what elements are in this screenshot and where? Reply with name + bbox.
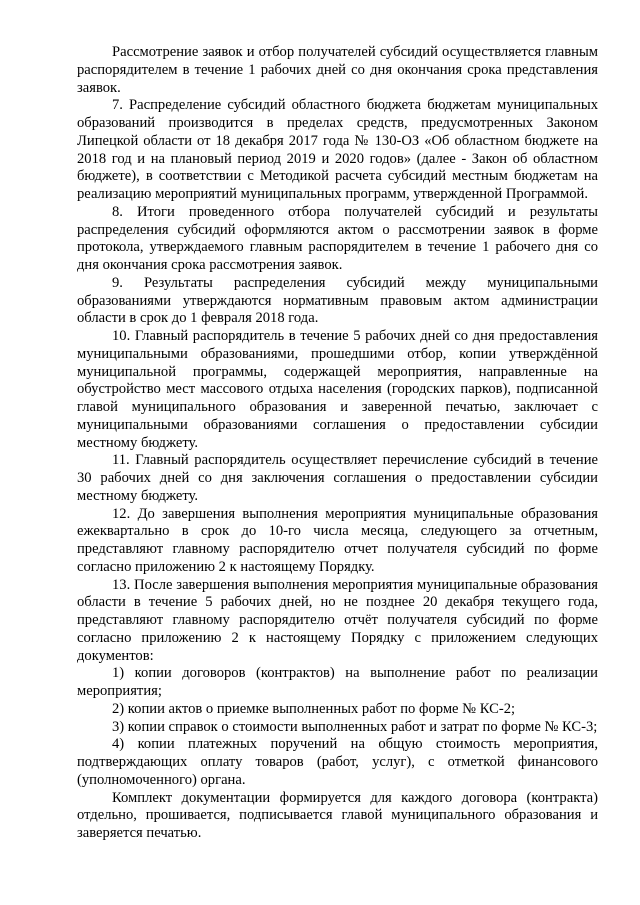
list-item-1-contracts: 1) копии договоров (контрактов) на выполнение работ по реализации мероприятия; <box>77 665 598 699</box>
paragraph-11-transfer: 11. Главный распорядитель осуществляет перечисление субсидий в течение 30 рабочих дней со дня заключения соглашения о предоставлении субсидии местному бюджету. <box>77 452 598 504</box>
document-body <box>77 44 598 843</box>
list-item-4-payment-orders: 4) копии платежных поручений на общую стоимость мероприятия, подтверждающих оплату товаров (работ, услуг), с отметкой финансового (уполномоченного) органа. <box>77 736 598 788</box>
paragraph-document-package: Комплект документации формируется для каждого договора (контракта) отдельно, прошивается, подписывается главой муниципального образования и заверяется печатью. <box>77 789 598 841</box>
paragraph-9-distribution-results: 9. Результаты распределения субсидий между муниципальными образованиями утверждаются нормативным правовым актом администрации области в срок до 1 февраля 2018 года. <box>77 274 598 327</box>
list-item-2-acts-ks2: 2) копии актов о приемке выполненных работ по форме № КС-2; <box>112 700 516 717</box>
list-item-3-certificates-ks3: 3) копии справок о стоимости выполненных работ и затрат по форме № КС-3; <box>112 718 598 735</box>
paragraph-13-final-report: 13. После завершения выполнения мероприятия муниципальные образования области в течение 5 рабочих дней, но не позднее 20 декабря текущего года, представляют главному распорядителю отчёт получателя субсидий по форме согласно приложению 2 к настоящему Порядку с приложением следующих документов: <box>77 576 598 664</box>
paragraph-review-of-applications: Рассмотрение заявок и отбор получателей субсидий осуществляется главным распорядителем в течение 1 рабочих дней со дня окончания срока представления заявок. <box>77 44 598 96</box>
paragraph-8-selection-results: 8. Итоги проведенного отбора получателей субсидий и результаты распределения субсидий оформляются актом о рассмотрении заявок в форме протокола, утверждаемого главным распорядителем в течение 1 рабочего дня со дня окончания срока рассмотрения заявок. <box>77 203 598 273</box>
paragraph-10-agreements: 10. Главный распорядитель в течение 5 рабочих дней со дня предоставления муниципальными образованиями, прошедшими отбор, копии утверждённой муниципальной программы, содержащей мероприятия, направленные на обустройство мест массового отдыха населения (городских парков), подписанной главой муниципального образования и заверенной печатью, заключает с муниципальными образованиями соглашения о предоставлении субсидии местному бюджету. <box>77 328 598 451</box>
paragraph-7-distribution: 7. Распределение субсидий областного бюджета бюджетам муниципальных образований производится в пределах средств, предусмотренных Законом Липецкой области от 18 декабря 2017 года № 130-ОЗ «Об областном бюджете на 2018 год и на плановый период 2019 и 2020 годов» (далее - Закон об областном бюджете), в соответствии с Методикой расчета субсидий местным бюджетам на реализацию мероприятий муниципальных программ, утвержденной Программой. <box>77 97 598 202</box>
paragraph-12-quarterly-report: 12. До завершения выполнения мероприятия муниципальные образования ежеквартально в срок до 10-го числа месяца, следующего за отчетным, представляют главному распорядителю отчет получателя субсидий по форме согласно приложению 2 к настоящему Порядку. <box>77 505 598 575</box>
